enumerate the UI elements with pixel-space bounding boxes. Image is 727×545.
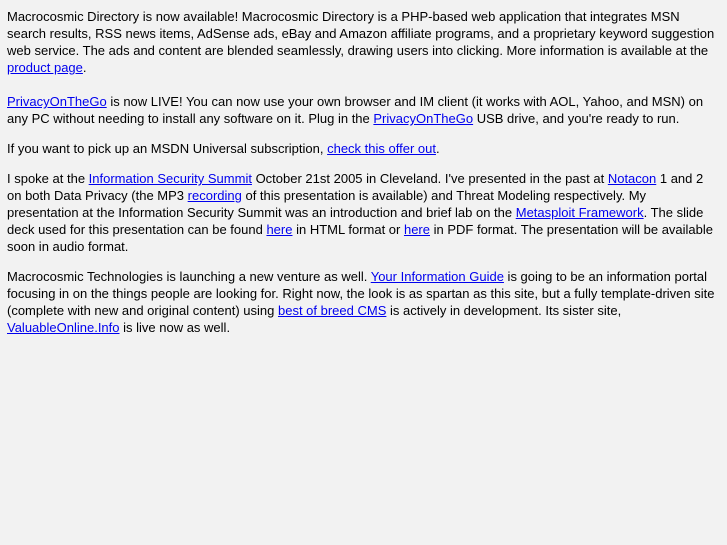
announcement-summit (7, 170, 720, 255)
information-guide-link[interactable]: Your Information Guide (370, 269, 504, 284)
paragraph-text: 1 and 2 on both Data Privacy (the MP3 (7, 171, 704, 203)
privacyonthego-link-2[interactable]: PrivacyOnTheGo (373, 111, 474, 126)
paragraph-text: of this presentation is available) and Threat Modeling respectively. My presentation at the Information Security Summit was an introduction and brief lab on the (7, 188, 647, 220)
metasploit-framework-link[interactable]: Metasploit Framework (515, 205, 644, 220)
slides-pdf-link[interactable]: here (403, 222, 430, 237)
paragraph-text: Macrocosmic Technologies is launching a new venture as well. (7, 269, 371, 284)
paragraph-text: . (435, 141, 440, 156)
valuableonline-link[interactable]: ValuableOnline.Info (7, 320, 120, 335)
announcement-msdn (7, 140, 720, 157)
paragraph-text: in PDF format. The presentation will be available soon in audio format. (7, 222, 714, 254)
slides-html-link[interactable]: here (266, 222, 293, 237)
notacon-link[interactable]: Notacon (607, 171, 657, 186)
best-of-breed-cms-link[interactable]: best of breed CMS (277, 303, 387, 318)
paragraph-text: If you want to pick up an MSDN Universal subscription, (7, 141, 328, 156)
paragraph-text: is now LIVE! You can now use your own browser and IM client (it works with AOL, Yahoo, and MSN) on any PC without needing to install any software on it. Plug in the (7, 94, 704, 126)
paragraph-text: I spoke at the (7, 171, 89, 186)
privacyonthego-link[interactable]: PrivacyOnTheGo (7, 94, 107, 109)
msdn-offer-link[interactable]: check this offer out (327, 141, 436, 156)
product-page-link[interactable]: product page (7, 60, 83, 75)
paragraph-text: is going to be an information portal focusing in on the things people are looking for. Right now, the look is as spartan as this site, but a fully template-driven site (complete with new and original content) using (7, 269, 715, 318)
announcement-privacy (7, 93, 720, 127)
security-summit-link[interactable]: Information Security Summit (88, 171, 252, 186)
paragraph-text: October 21st 2005 in Cleveland. I've presented in the past at (251, 171, 608, 186)
recording-link[interactable]: recording (187, 188, 242, 203)
paragraph-text: is actively in development. Its sister site, (386, 303, 622, 318)
paragraph-text: . The slide deck used for this presentation can be found (7, 205, 704, 237)
paragraph-text: in HTML format or (292, 222, 404, 237)
paragraph-text: USB drive, and you're ready to run. (473, 111, 680, 126)
paragraph-text: Macrocosmic Directory is now available! Macrocosmic Directory is a PHP-based web application that integrates MSN search results, RSS news items, AdSense ads, eBay and Amazon affiliate programs, and a proprietary keyword suggestion web service. The ads and content are blended seamlessly, drawing users into clicking. More information is available at the (7, 9, 715, 58)
announcement-directory (7, 8, 720, 76)
paragraph-text: . (82, 60, 87, 75)
paragraph-text: is live now as well. (119, 320, 231, 335)
announcement-venture (7, 268, 720, 336)
